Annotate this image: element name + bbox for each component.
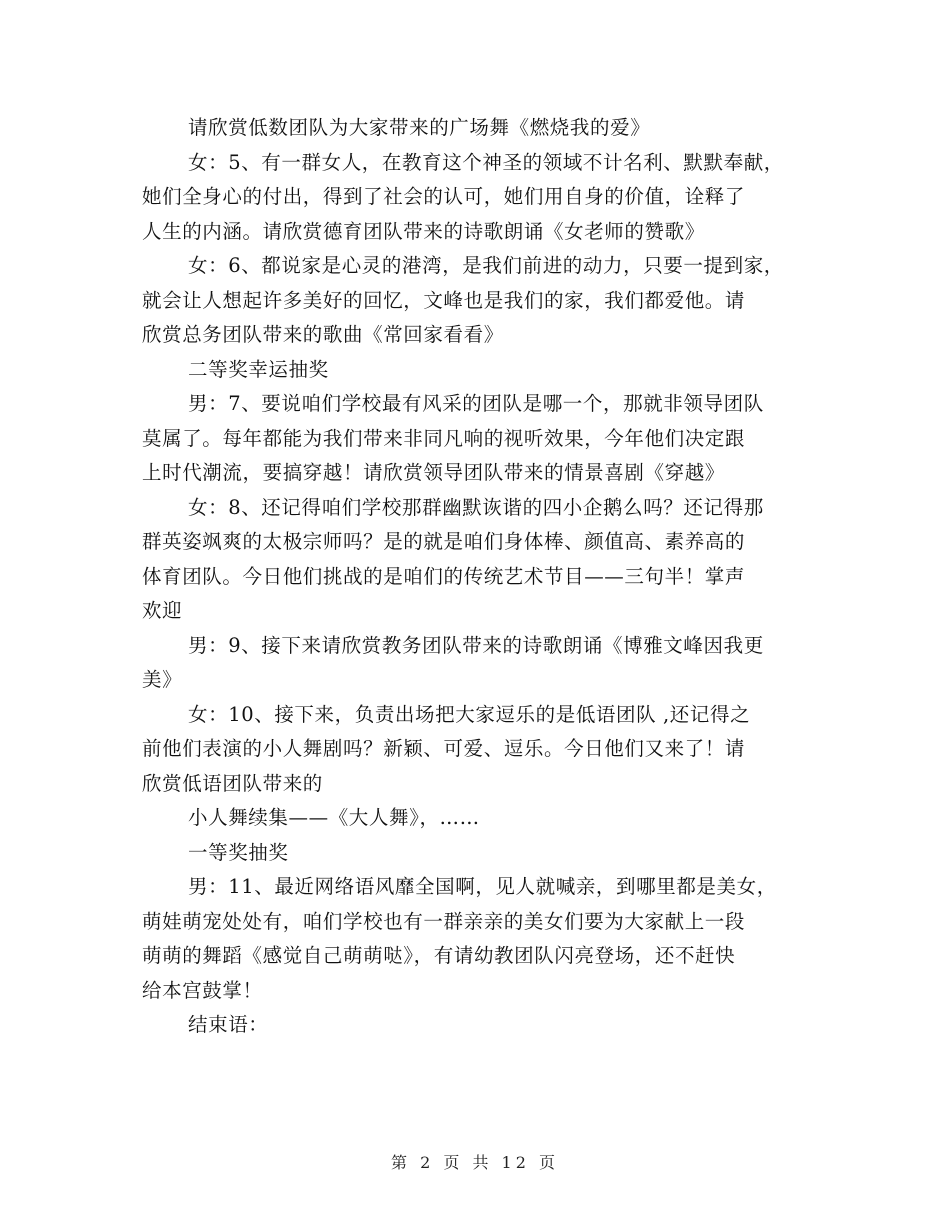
text-line: 女：10、接下来，负责出场把大家逗乐的是低语团队 ,还记得之 [188,702,751,726]
text-line: 欣赏低语团队带来的 [142,771,323,795]
text-line: 请欣赏低数团队为大家带来的广场舞《燃烧我的爱》 [188,116,651,139]
text-line: 群英姿飒爽的太极宗师吗？是的就是咱们身体棒、颜值高、素养高的 [142,530,746,553]
text-line: 人生的内涵。请欣赏德育团队带来的诗歌朗诵《女老师的赞歌》 [142,219,705,243]
text-line: 萌萌的舞蹈《感觉自己萌萌哒》，有请幼教团队闪亮登场，还不赶快 [142,944,736,967]
text-line: 前他们表演的小人舞剧吗？新颖、可爱、逗乐。今日他们又来了！请 [142,737,746,760]
text-line: 给本宫鼓掌！ [142,978,263,1002]
text-line: 女：5、有一群女人，在教育这个神圣的领域不计名利、默默奉献， [188,150,784,174]
text-line: 体育团队。今日他们挑战的是咱们的传统艺术节目——三句半！掌声 [142,564,746,588]
document-body [142,111,810,1043]
text-line: 女：6、都说家是心灵的港湾，是我们前进的动力，只要一提到家， [188,254,784,277]
text-line: 结束语： [188,1013,269,1036]
text-line: 欣赏总务团队带来的歌曲《常回家看看》 [142,323,504,346]
page-footer: 第 2 页 共 12 页 [391,1153,559,1172]
text-line: 萌娃萌宠处处有，咱们学校也有一群亲亲的美女们要为大家献上一段 [142,909,746,933]
text-line: 女：8、还记得咱们学校那群幽默诙谐的四小企鹅么吗？还记得那 [188,495,764,519]
text-line: 男：7、要说咱们学校最有风采的团队是哪一个，那就非领导团队 [188,392,764,415]
text-line: 小人舞续集——《大人舞》，…… [188,806,480,829]
text-line: 就会让人想起许多美好的回忆，文峰也是我们的家，我们都爱他。请 [142,288,746,312]
text-line: 上时代潮流，要搞穿越！请欣赏领导团队带来的情景喜剧《穿越》 [142,461,725,484]
text-line: 男：9、接下来请欣赏教务团队带来的诗歌朗诵《博雅文峰因我更 [188,633,764,657]
text-line: 莫属了。每年都能为我们带来非同凡响的视听效果，今年他们决定跟 [142,426,746,450]
text-line: 一等奖抽奖 [188,840,289,864]
text-line: 她们全身心的付出，得到了社会的认可，她们用自身的价值，诠释了 [142,185,746,208]
text-line: 美》 [142,668,183,691]
text-line: 男：11、最近网络语风靡全国啊，见人就喊亲，到哪里都是美女， [188,875,777,898]
text-line: 二等奖幸运抽奖 [188,357,329,381]
text-line: 欢迎 [142,599,183,622]
